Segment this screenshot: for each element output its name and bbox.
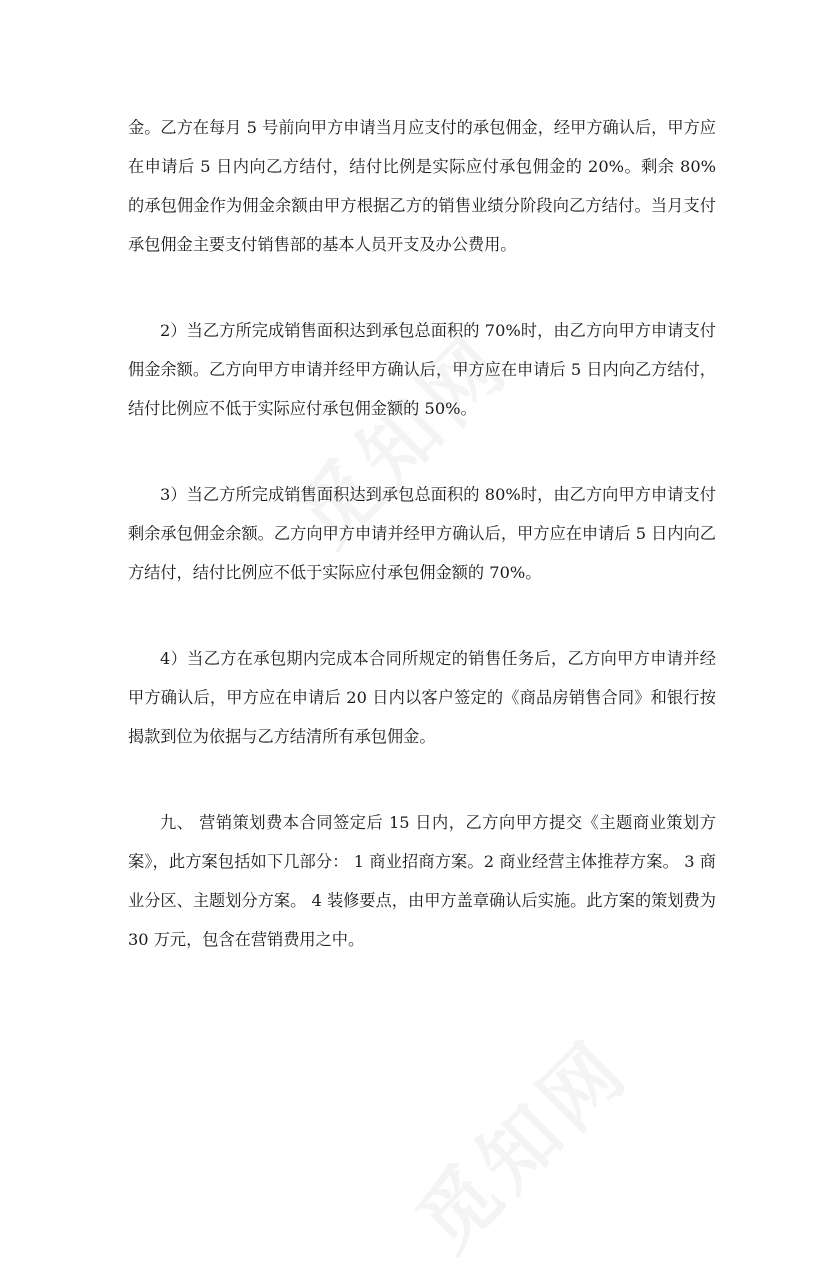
paragraph-clause-3: 3）当乙方所完成销售面积达到承包总面积的 80%时，由乙方向甲方申请支付剩余承包佣金余额。乙方向甲方申请并经甲方确认后，甲方应在申请后 5 日内向乙方结付，结付比例应不低于实际应付承包佣金额的 70%。 bbox=[128, 485, 716, 582]
document-body bbox=[128, 108, 716, 959]
paragraph-section-9: 九、 营销策划费本合同签定后 15 日内，乙方向甲方提交《主题商业策划方案》，此方案包括如下几部分： 1 商业招商方案。2 商业经营主体推荐方案。 3 商业分区、主题划分方案。 4 装修要点，由甲方盖章确认后实施。此方案的策划费为 30 万元，包含在营销费用之中。 bbox=[128, 813, 716, 949]
paragraph-clause-4: 4）当乙方在承包期内完成本合同所规定的销售任务后，乙方向甲方申请并经甲方确认后，甲方应在申请后 20 日内以客户签定的《商品房销售合同》和银行按揭款到位为依据与乙方结清所有承包佣金。 bbox=[128, 649, 716, 746]
paragraph-clause-2: 2）当乙方所完成销售面积达到承包总面积的 70%时，由乙方向甲方申请支付佣金余额。乙方向甲方申请并经甲方确认后，甲方应在申请后 5 日内向乙方结付，结付比例应不低于实际应付承包佣金额的 50%。 bbox=[128, 321, 716, 418]
paragraph-commission-payment: 金。乙方在每月 5 号前向甲方申请当月应支付的承包佣金，经甲方确认后，甲方应在申请后 5 日内向乙方结付，结付比例是实际应付承包佣金的 20%。剩余 80%的承包佣金作为佣金余额由甲方根据乙方的销售业绩分阶段向乙方结付。当月支付承包佣金主要支付销售部的基本人员开支及办公费用。 bbox=[128, 118, 716, 254]
watermark bbox=[388, 1010, 650, 1272]
